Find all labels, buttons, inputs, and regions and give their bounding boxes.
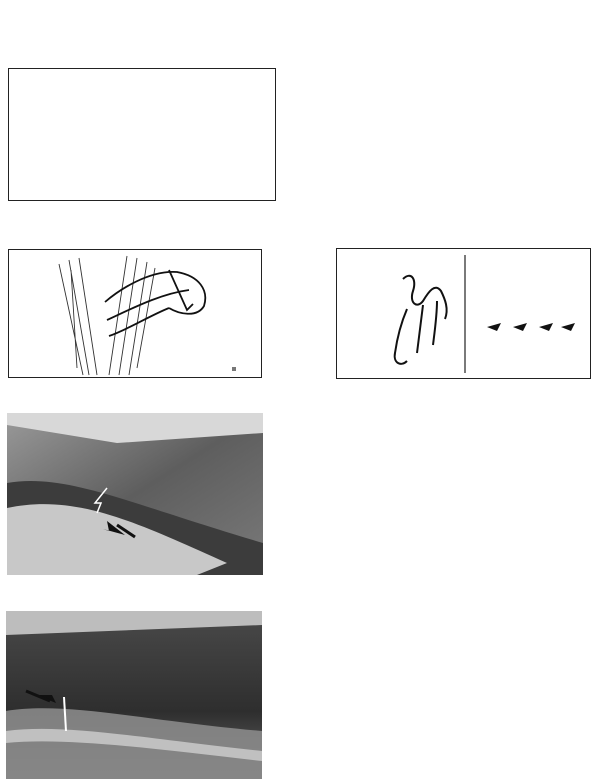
shoulder-seam-photo-1 <box>7 413 263 575</box>
patterned-seam-svg <box>337 249 589 377</box>
photo-1-svg <box>7 413 263 575</box>
needle-arrangement-diagram <box>8 68 276 201</box>
smooth-seam-diagram <box>8 249 262 378</box>
needle-diagram-svg <box>9 69 274 199</box>
smooth-seam-svg <box>9 250 260 376</box>
photo-2-svg <box>6 611 262 779</box>
shoulder-seam-photo-2 <box>6 611 262 779</box>
patterned-seam-diagram <box>336 248 591 379</box>
